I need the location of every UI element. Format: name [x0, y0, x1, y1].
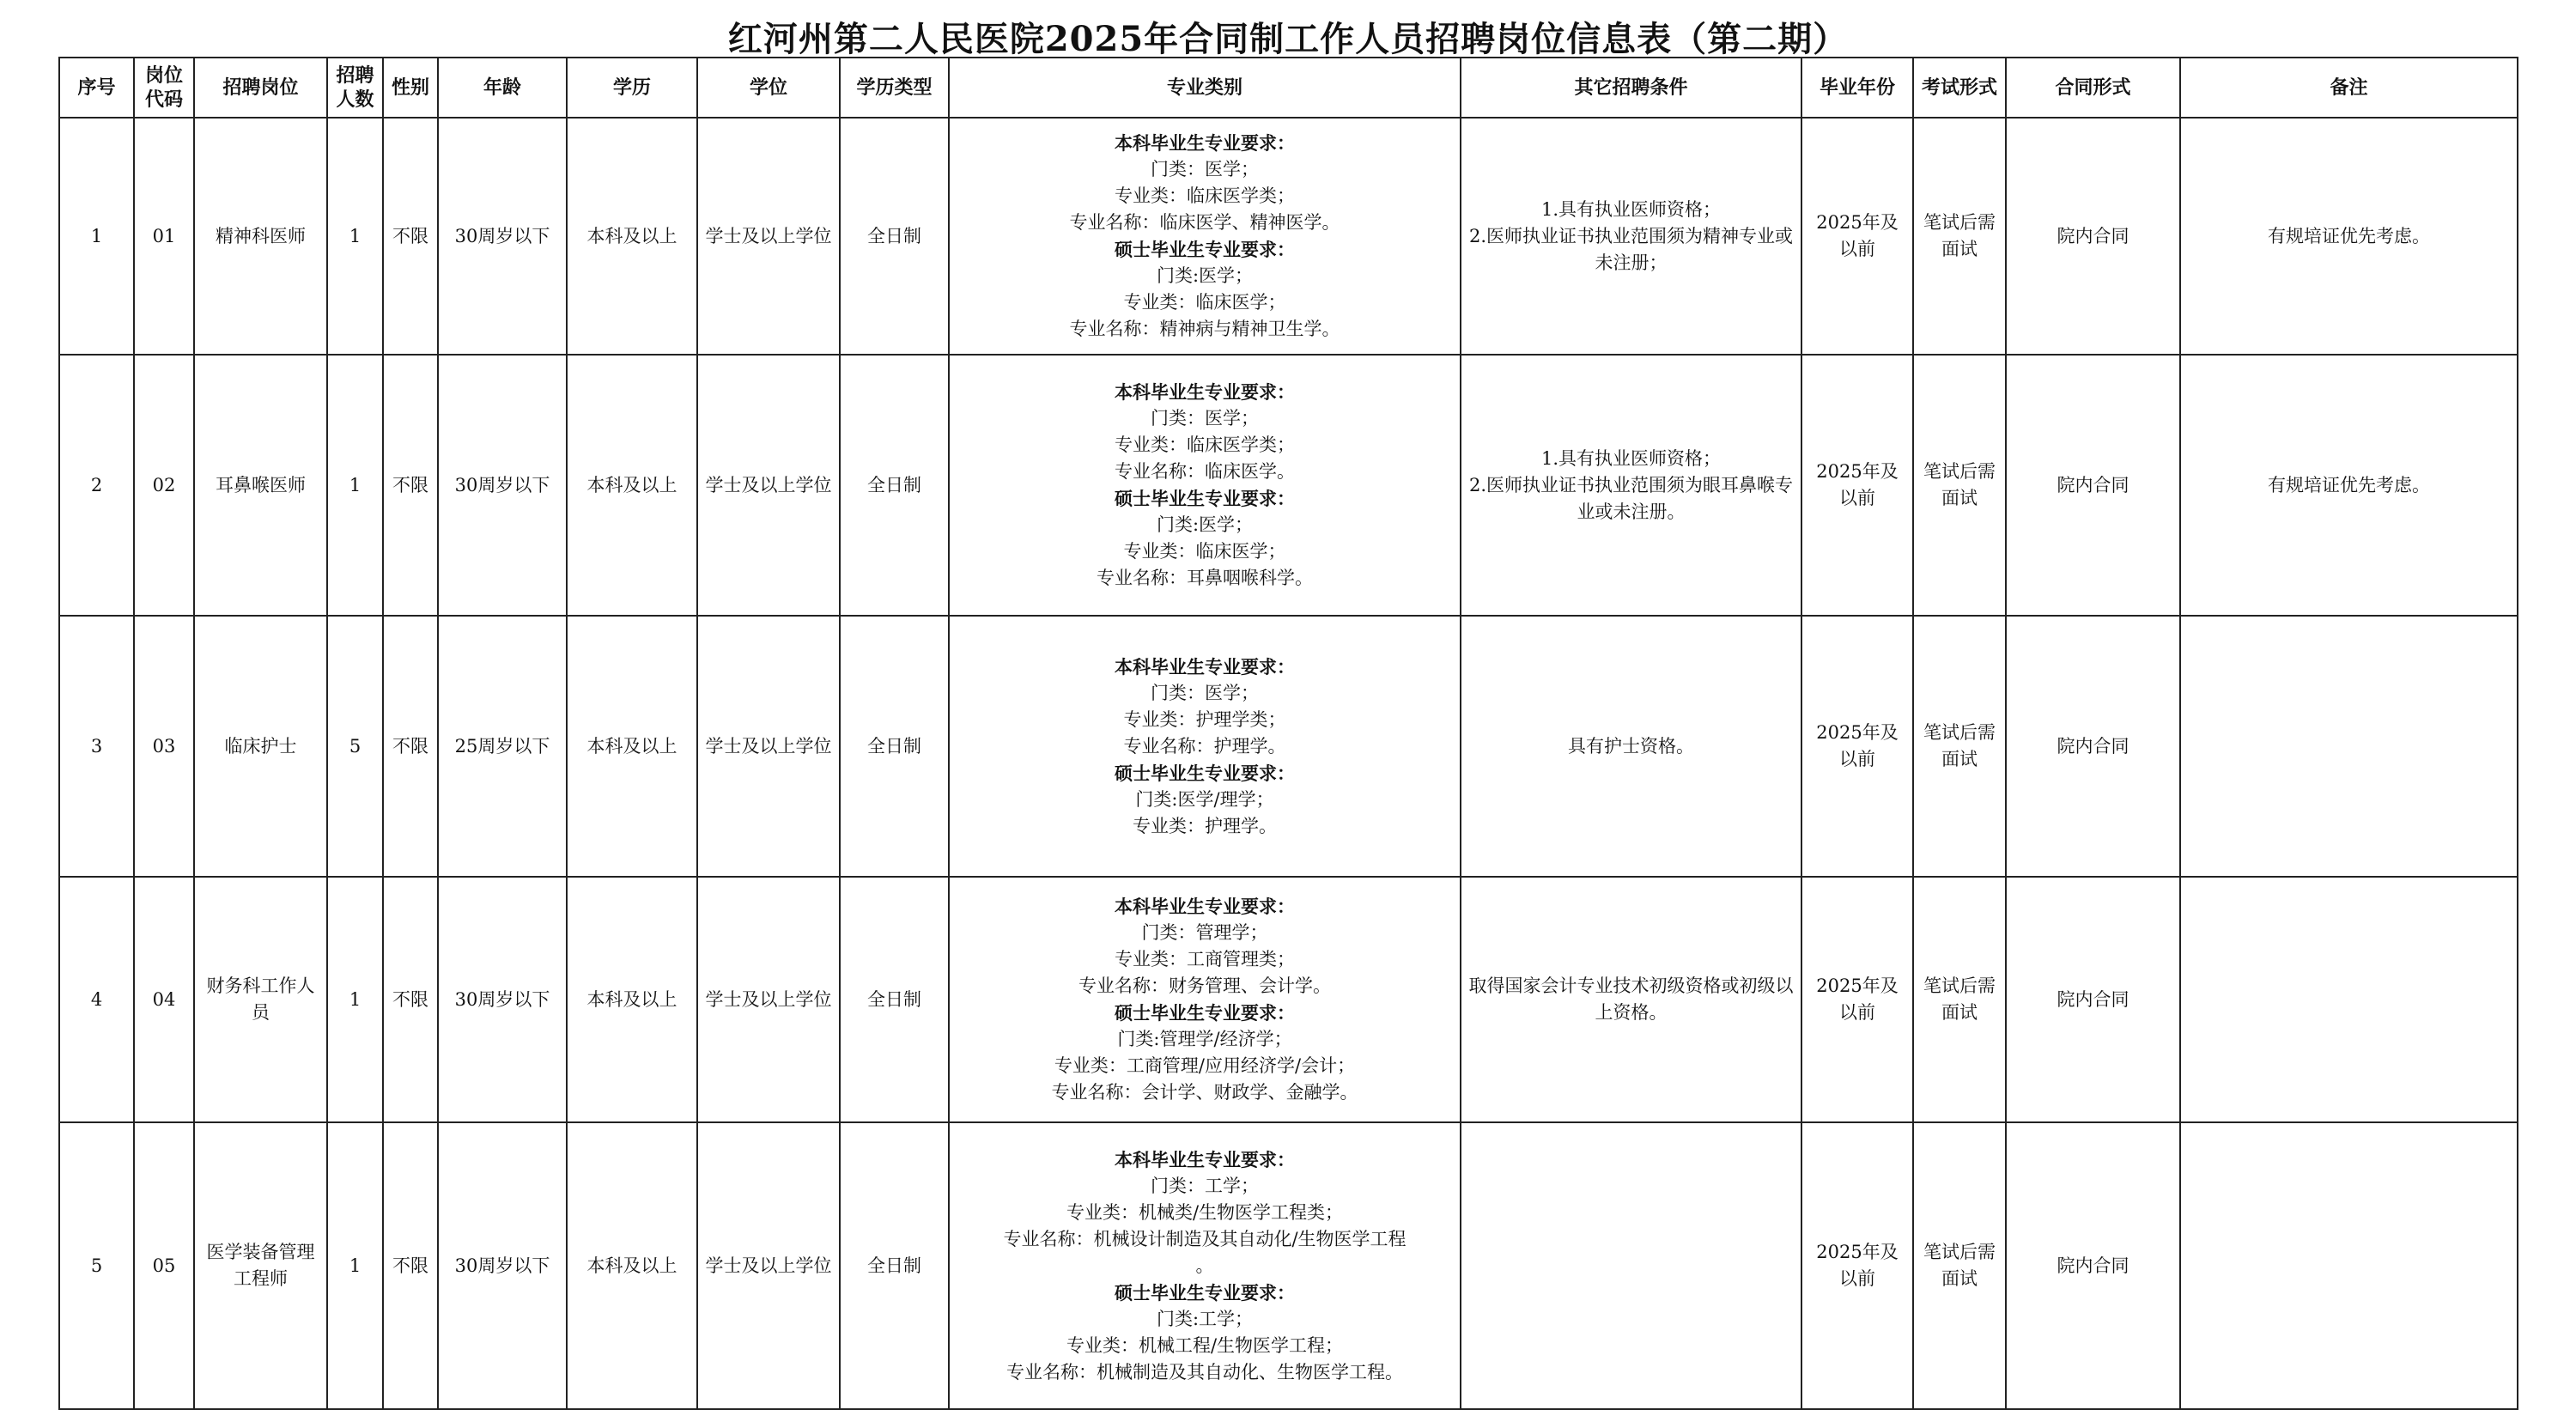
- major-section-heading: 硕士毕业生专业要求：: [1115, 1281, 1295, 1304]
- major-line: 专业类：临床医学；: [1123, 292, 1286, 313]
- cell-conditions: [1461, 355, 1801, 616]
- cell-conditions: [1461, 118, 1801, 355]
- cell-major: [949, 355, 1461, 616]
- cell-post: 财务科工作人员: [194, 877, 327, 1122]
- cell-code: 04: [134, 877, 194, 1122]
- col-header-count: 招聘人数: [327, 58, 383, 118]
- cell-education: 本科及以上: [567, 355, 697, 616]
- major-section-heading: 硕士毕业生专业要求：: [1115, 762, 1295, 784]
- cell-code: 03: [134, 616, 194, 877]
- condition-line: 1.具有执业医师资格；: [1540, 198, 1722, 220]
- major-line: 门类:医学/理学；: [1135, 788, 1274, 810]
- cell-contract: 院内合同: [2006, 355, 2180, 616]
- cell-major: [949, 877, 1461, 1122]
- cell-exam: 笔试后需面试: [1913, 877, 2006, 1122]
- condition-line: 2.医师执业证书执业范围须为精神专业或未注册；: [1468, 225, 1794, 273]
- cell-grad-year: 2025年及以前: [1801, 118, 1913, 355]
- cell-no: 5: [59, 1122, 134, 1409]
- cell-no: 1: [59, 118, 134, 355]
- cell-exam: 笔试后需面试: [1913, 118, 2006, 355]
- major-section-heading: 本科毕业生专业要求：: [1115, 896, 1295, 917]
- table-row: [59, 355, 2518, 616]
- major-section-heading: 硕士毕业生专业要求：: [1115, 488, 1295, 509]
- cell-count: 1: [327, 355, 383, 616]
- major-line: 专业名称：财务管理、会计学。: [1078, 975, 1331, 996]
- major-line: 专业类：临床医学；: [1123, 541, 1286, 562]
- major-line: 专业类：机械类/生物医学工程类；: [1066, 1201, 1344, 1223]
- cell-post: 医学装备管理工程师: [194, 1122, 327, 1409]
- table-row: [59, 118, 2518, 355]
- major-line: 门类：管理学；: [1141, 922, 1268, 943]
- major-line: 门类：医学；: [1151, 682, 1259, 703]
- major-section-heading: 本科毕业生专业要求：: [1115, 381, 1295, 403]
- cell-code: 01: [134, 118, 194, 355]
- major-line: 门类:医学；: [1156, 265, 1254, 286]
- cell-grad-year: 2025年及以前: [1801, 355, 1913, 616]
- major-line: 专业名称：临床医学。: [1115, 461, 1295, 482]
- cell-grad-year: 2025年及以前: [1801, 877, 1913, 1122]
- major-line: 专业类：临床医学类；: [1115, 185, 1295, 206]
- cell-edu-type: 全日制: [840, 118, 949, 355]
- cell-post: 临床护士: [194, 616, 327, 877]
- cell-contract: 院内合同: [2006, 1122, 2180, 1409]
- cell-education: 本科及以上: [567, 118, 697, 355]
- table-row: [59, 1122, 2518, 1409]
- col-header-major: 专业类别: [949, 58, 1461, 118]
- cell-note: [2180, 1122, 2518, 1409]
- cell-education: 本科及以上: [567, 877, 697, 1122]
- major-line: 专业类：工商管理/应用经济学/会计；: [1054, 1055, 1356, 1076]
- cell-contract: 院内合同: [2006, 118, 2180, 355]
- major-line: 门类：医学；: [1151, 408, 1259, 428]
- cell-age: 30周岁以下: [438, 1122, 567, 1409]
- cell-exam: 笔试后需面试: [1913, 1122, 2006, 1409]
- major-section-heading: 本科毕业生专业要求：: [1115, 1148, 1295, 1170]
- table-body: [59, 118, 2518, 1409]
- col-header-exam: 考试形式: [1913, 58, 2006, 118]
- table-row: [59, 616, 2518, 877]
- cell-education: 本科及以上: [567, 1122, 697, 1409]
- cell-code: 02: [134, 355, 194, 616]
- cell-age: 30周岁以下: [438, 355, 567, 616]
- cell-count: 1: [327, 1122, 383, 1409]
- major-line: 。: [1195, 1255, 1214, 1276]
- cell-gender: 不限: [383, 355, 438, 616]
- col-header-grad-year: 毕业年份: [1801, 58, 1913, 118]
- major-line: 专业名称：护理学。: [1123, 735, 1286, 757]
- cell-age: 30周岁以下: [438, 877, 567, 1122]
- condition-line: 取得国家会计专业技术初级资格或初级以上资格。: [1468, 975, 1794, 1023]
- cell-contract: 院内合同: [2006, 616, 2180, 877]
- table-row: [59, 877, 2518, 1122]
- col-header-gender: 性别: [383, 58, 438, 118]
- cell-post: 耳鼻喉医师: [194, 355, 327, 616]
- cell-major: [949, 1122, 1461, 1409]
- major-line: 门类:管理学/经济学；: [1117, 1029, 1292, 1049]
- cell-no: 2: [59, 355, 134, 616]
- major-line: 专业类：工商管理类；: [1115, 949, 1295, 969]
- cell-conditions: [1461, 1122, 1801, 1409]
- cell-degree: 学士及以上学位: [697, 118, 840, 355]
- cell-edu-type: 全日制: [840, 1122, 949, 1409]
- major-line: 专业类：机械工程/生物医学工程；: [1066, 1334, 1344, 1356]
- cell-grad-year: 2025年及以前: [1801, 616, 1913, 877]
- cell-exam: 笔试后需面试: [1913, 355, 2006, 616]
- major-section-heading: 本科毕业生专业要求：: [1115, 132, 1295, 154]
- cell-note: 有规培证优先考虑。: [2180, 118, 2518, 355]
- cell-major: [949, 616, 1461, 877]
- condition-line: 2.医师执业证书执业范围须为眼耳鼻喉专业或未注册。: [1468, 474, 1794, 522]
- major-section-heading: 硕士毕业生专业要求：: [1115, 1002, 1295, 1024]
- major-line: 专业类：护理学类；: [1123, 708, 1286, 730]
- cell-age: 25周岁以下: [438, 616, 567, 877]
- major-section-heading: 本科毕业生专业要求：: [1115, 655, 1295, 678]
- cell-conditions: [1461, 616, 1801, 877]
- major-line: 专业名称：临床医学、精神医学。: [1069, 212, 1340, 233]
- cell-degree: 学士及以上学位: [697, 616, 840, 877]
- col-header-code: 岗位代码: [134, 58, 194, 118]
- major-line: 门类:医学；: [1156, 514, 1254, 535]
- cell-post: 精神科医师: [194, 118, 327, 355]
- cell-degree: 学士及以上学位: [697, 877, 840, 1122]
- col-header-education: 学历: [567, 58, 697, 118]
- cell-exam: 笔试后需面试: [1913, 616, 2006, 877]
- cell-education: 本科及以上: [567, 616, 697, 877]
- cell-age: 30周岁以下: [438, 118, 567, 355]
- major-line: 专业名称：精神病与精神卫生学。: [1069, 319, 1340, 339]
- cell-gender: 不限: [383, 1122, 438, 1409]
- cell-code: 05: [134, 1122, 194, 1409]
- col-header-age: 年龄: [438, 58, 567, 118]
- cell-contract: 院内合同: [2006, 877, 2180, 1122]
- col-header-degree: 学位: [697, 58, 840, 118]
- cell-grad-year: 2025年及以前: [1801, 1122, 1913, 1409]
- cell-note: [2180, 616, 2518, 877]
- major-line: 专业类：临床医学类；: [1115, 435, 1295, 455]
- condition-line: 1.具有执业医师资格；: [1540, 447, 1722, 469]
- page-title: 红河州第二人民医院2025年合同制工作人员招聘岗位信息表（第二期）: [727, 19, 1849, 59]
- cell-gender: 不限: [383, 877, 438, 1122]
- cell-no: 4: [59, 877, 134, 1122]
- cell-edu-type: 全日制: [840, 616, 949, 877]
- cell-count: 1: [327, 877, 383, 1122]
- cell-count: 1: [327, 118, 383, 355]
- table-header-row: [59, 58, 2518, 118]
- cell-gender: 不限: [383, 616, 438, 877]
- col-header-post: 招聘岗位: [194, 58, 327, 118]
- major-line: 专业名称：会计学、财政学、金融学。: [1051, 1082, 1358, 1103]
- col-header-edu-type: 学历类型: [840, 58, 949, 118]
- recruitment-table: [58, 57, 2518, 1410]
- cell-count: 5: [327, 616, 383, 877]
- major-line: 专业名称：机械设计制造及其自动化/生物医学工程: [1003, 1228, 1406, 1249]
- col-header-conditions: 其它招聘条件: [1461, 58, 1801, 118]
- cell-gender: 不限: [383, 118, 438, 355]
- col-header-note: 备注: [2180, 58, 2518, 118]
- major-line: 门类：医学；: [1151, 159, 1259, 179]
- major-line: 门类:工学；: [1156, 1308, 1254, 1329]
- cell-major: [949, 118, 1461, 355]
- cell-conditions: [1461, 877, 1801, 1122]
- col-header-contract: 合同形式: [2006, 58, 2180, 118]
- cell-degree: 学士及以上学位: [697, 355, 840, 616]
- cell-degree: 学士及以上学位: [697, 1122, 840, 1409]
- cell-note: [2180, 877, 2518, 1122]
- col-header-no: 序号: [59, 58, 134, 118]
- major-line: 门类：工学；: [1151, 1175, 1259, 1196]
- cell-edu-type: 全日制: [840, 877, 949, 1122]
- cell-note: 有规培证优先考虑。: [2180, 355, 2518, 616]
- major-line: 专业类：护理学。: [1133, 815, 1277, 836]
- major-section-heading: 硕士毕业生专业要求：: [1115, 239, 1295, 260]
- condition-line: 具有护士资格。: [1568, 735, 1694, 757]
- major-line: 专业名称：机械制造及其自动化、生物医学工程。: [1006, 1361, 1403, 1383]
- cell-edu-type: 全日制: [840, 355, 949, 616]
- cell-no: 3: [59, 616, 134, 877]
- major-line: 专业名称：耳鼻咽喉科学。: [1097, 568, 1313, 588]
